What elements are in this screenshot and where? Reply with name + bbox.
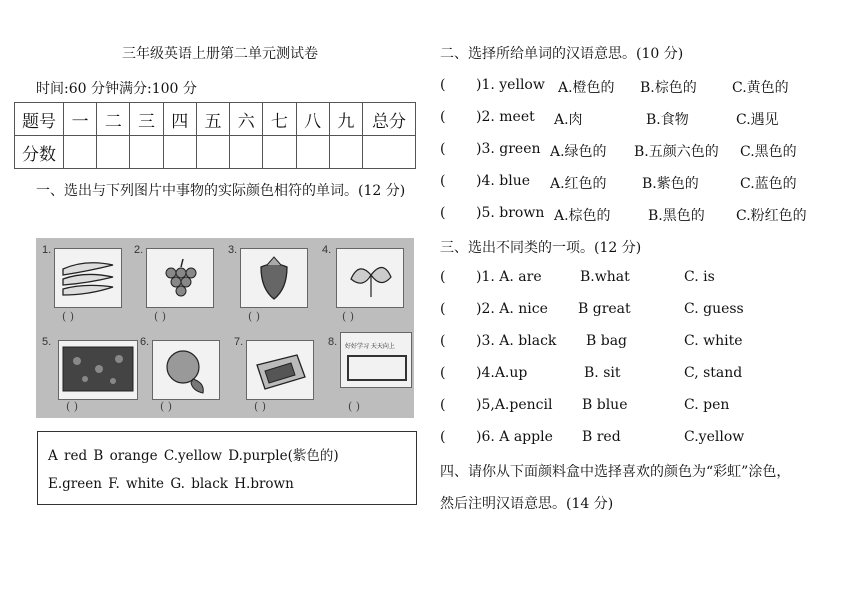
score-cell: 六 [230, 103, 263, 136]
option-c: C. pen [684, 397, 730, 413]
question-row [440, 173, 797, 192]
question-row [440, 333, 743, 349]
option-a: )3. A. black [476, 333, 557, 349]
answer-blank[interactable]: ( [440, 141, 446, 157]
score-input-cell[interactable] [296, 136, 329, 169]
question-row [440, 77, 789, 96]
option-c: C.yellow [684, 429, 745, 445]
picture-panel [36, 238, 414, 418]
section1-title: 一、选出与下列图片中事物的实际颜色相符的单词。(12 分) [36, 183, 406, 199]
option-a: A.橙色的 [558, 80, 615, 96]
answer-blank[interactable]: ( [440, 205, 446, 221]
question-row [440, 205, 807, 224]
picture-number: 1. [42, 244, 52, 256]
score-table [14, 102, 416, 169]
answer-blank[interactable]: ( ) [66, 400, 79, 413]
score-cell: 九 [329, 103, 362, 136]
picture-number: 7. [234, 336, 244, 348]
score-cell: 四 [163, 103, 196, 136]
option-a: A.棕色的 [554, 208, 611, 224]
answer-blank[interactable]: ( [440, 365, 446, 381]
score-input-cell[interactable] [64, 136, 97, 169]
section2-title: 二、选择所给单词的汉语意思。(10 分) [440, 46, 684, 62]
score-table-header-row [15, 103, 416, 136]
answer-blank[interactable]: ( [440, 173, 446, 189]
option-a: )4.A.up [476, 365, 528, 381]
question-row [440, 301, 744, 317]
answer-blank[interactable]: ( [440, 269, 446, 285]
option-c: C. guess [684, 301, 744, 317]
question-word: )3. green [476, 141, 541, 157]
answer-blank[interactable]: ( [440, 429, 446, 445]
answer-blank[interactable]: ( [440, 77, 446, 93]
option-a: )6. A apple [476, 429, 553, 445]
option-c: C. white [684, 333, 743, 349]
notice-board-icon [340, 332, 412, 388]
question-row [440, 269, 715, 285]
answer-blank[interactable]: ( ) [348, 400, 361, 413]
option-b: B.棕色的 [640, 80, 697, 96]
score-cell: 分数 [15, 136, 64, 169]
option-c: C.遇见 [736, 112, 779, 128]
option-a: A.肉 [554, 112, 583, 128]
score-input-cell[interactable] [130, 136, 163, 169]
question-word: )1. yellow [476, 77, 545, 93]
option-b: B red [582, 429, 621, 445]
option-c: C. is [684, 269, 715, 285]
question-row [440, 429, 745, 445]
banana-icon [54, 248, 122, 308]
option-b: B. sit [584, 365, 621, 381]
blackboard-icon [58, 340, 138, 400]
option-b: B.紫色的 [642, 176, 699, 192]
question-word: )5. brown [476, 205, 545, 221]
section4-title-line1: 四、请你从下面颜料盒中选择喜欢的颜色为“彩虹”涂色， [440, 464, 791, 480]
strawberry-icon [240, 248, 308, 308]
word-bank-row: A red B orange C.yellow D.purple(紫色的) [48, 448, 339, 464]
question-row [440, 397, 730, 413]
score-cell: 七 [263, 103, 296, 136]
score-input-cell[interactable] [329, 136, 362, 169]
score-cell: 题号 [15, 103, 64, 136]
score-cell: 八 [296, 103, 329, 136]
answer-blank[interactable]: ( ) [160, 400, 173, 413]
option-c: C.粉红色的 [736, 208, 807, 224]
answer-blank[interactable]: ( ) [254, 400, 267, 413]
question-row [440, 365, 743, 381]
page-title: 三年级英语上册第二单元测试卷 [122, 46, 318, 62]
question-row [440, 141, 797, 160]
score-cell: 二 [97, 103, 130, 136]
picture-number: 6. [140, 336, 150, 348]
orange-icon [152, 340, 220, 400]
question-word: )4. blue [476, 173, 531, 189]
leaves-icon [336, 248, 404, 308]
score-cell: 总分 [363, 103, 416, 136]
score-cell: 一 [64, 103, 97, 136]
option-a: )5,A.pencil [476, 397, 553, 413]
score-table-score-row [15, 136, 416, 169]
option-b: B.黑色的 [648, 208, 705, 224]
option-b: B bag [586, 333, 628, 349]
picture-number: 2. [134, 244, 144, 256]
pencil-box-icon [246, 340, 314, 400]
option-c: C, stand [684, 365, 743, 381]
answer-blank[interactable]: ( [440, 109, 446, 125]
section4-title-line2: 然后注明汉语意思。(14 分) [440, 496, 614, 512]
score-cell: 五 [196, 103, 229, 136]
score-cell: 三 [130, 103, 163, 136]
answer-blank[interactable]: ( ) [342, 310, 355, 323]
option-b: B.what [580, 269, 630, 285]
question-row [440, 109, 779, 128]
option-a: A.红色的 [550, 176, 607, 192]
word-bank [37, 431, 417, 505]
board-text: 好好学习 天天向上 [345, 343, 395, 350]
option-b: B.五颜六色的 [634, 144, 719, 160]
option-a: A.绿色的 [550, 144, 607, 160]
picture-number: 3. [228, 244, 238, 256]
exam-meta: 时间:60 分钟满分:100 分 [36, 81, 197, 97]
score-input-cell[interactable] [363, 136, 416, 169]
picture-number: 4. [322, 244, 332, 256]
option-a: )1. A. are [476, 269, 542, 285]
question-word: )2. meet [476, 109, 535, 125]
grapes-icon [146, 248, 214, 308]
answer-blank[interactable]: ( ) [62, 310, 75, 323]
answer-blank[interactable]: ( ) [154, 310, 167, 323]
section3-title: 三、选出不同类的一项。(12 分) [440, 240, 642, 256]
picture-number: 8. [328, 336, 338, 348]
option-b: B.食物 [646, 112, 689, 128]
score-input-cell[interactable] [196, 136, 229, 169]
score-input-cell[interactable] [97, 136, 130, 169]
score-input-cell[interactable] [163, 136, 196, 169]
option-c: C.蓝色的 [740, 176, 797, 192]
answer-blank[interactable]: ( [440, 333, 446, 349]
score-input-cell[interactable] [230, 136, 263, 169]
answer-blank[interactable]: ( [440, 397, 446, 413]
option-c: C.黑色的 [740, 144, 797, 160]
answer-blank[interactable]: ( ) [248, 310, 261, 323]
option-b: B great [578, 301, 631, 317]
word-bank-row: E.green F. white G. black H.brown [48, 476, 294, 492]
answer-blank[interactable]: ( [440, 301, 446, 317]
option-a: )2. A. nice [476, 301, 548, 317]
picture-number: 5. [42, 336, 52, 348]
score-input-cell[interactable] [263, 136, 296, 169]
option-c: C.黄色的 [732, 80, 789, 96]
option-b: B blue [582, 397, 628, 413]
